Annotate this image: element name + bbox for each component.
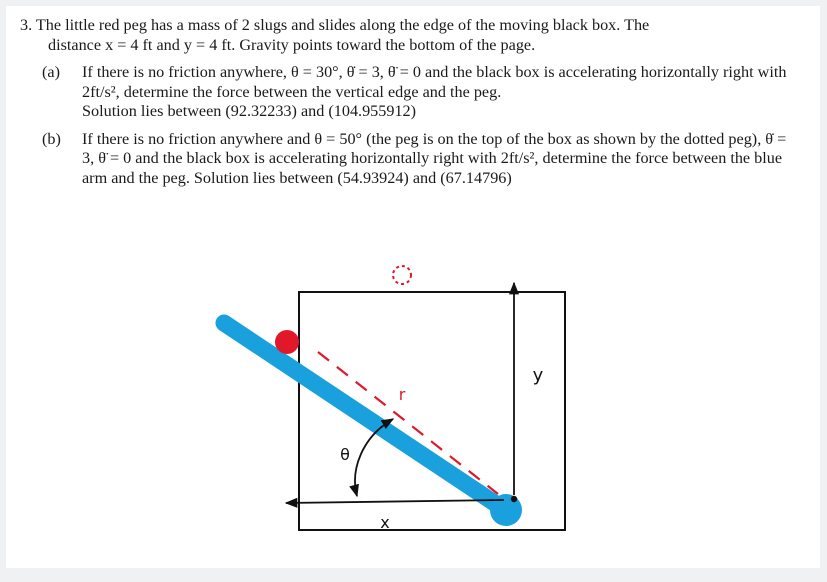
problem-line-2: distance x = 4 ft and y = 4 ft. Gravity points toward the bottom of the page. <box>48 35 536 54</box>
red-peg <box>275 330 299 354</box>
part-a-text: If there is no friction anywhere, θ = 30°, θ̇ = 3, θ̈ = 0 and the black box is accelerating horizontally right with 2ft/s², determine the force between the vertical edge and the peg. <box>82 63 787 101</box>
theta-label: θ <box>340 445 350 464</box>
part-a-label: (a) <box>42 63 60 81</box>
arm-pivot <box>490 494 522 526</box>
part-b-label: (b) <box>42 129 61 148</box>
x-label: x <box>380 513 390 532</box>
blue-arm <box>224 323 505 510</box>
part-b-text: If there is no friction anywhere and θ = 50° (the peg is on the top of the box as shown by the dotted peg), θ̇ = 3, θ̈ = 0 and the black box is accelerating horizontally right with 2ft/s², determine the force between the blue arm and the peg. Solution lies between (54.93924) and (67.14796) <box>82 129 787 187</box>
r-label: r <box>398 385 406 404</box>
dotted-peg <box>393 266 411 284</box>
x-dimension-line <box>286 500 504 503</box>
pivot-point <box>511 496 517 502</box>
dashed-r-line <box>318 352 498 494</box>
y-label: y <box>532 365 544 386</box>
problem-line-1: The little red peg has a mass of 2 slugs and slides along the edge of the moving black box. The <box>35 16 650 34</box>
part-a-solution: Solution lies between (92.32233) and (104.955912) <box>82 102 417 120</box>
black-box <box>299 292 565 530</box>
problem-number: 3. <box>20 16 33 34</box>
